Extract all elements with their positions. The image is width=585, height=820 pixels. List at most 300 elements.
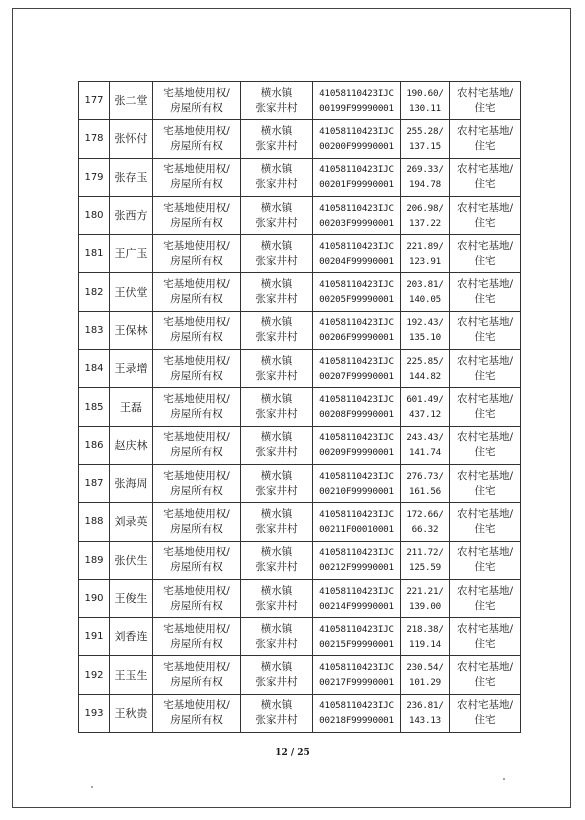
parcel-code-cell-line: 41058110423IJC	[319, 240, 394, 252]
right-type-cell	[153, 579, 241, 617]
parcel-code-cell-line: 00218F99990001	[319, 715, 394, 727]
area-cell-line: 230.54/	[406, 662, 444, 674]
area-cell	[401, 158, 450, 196]
location-cell	[241, 120, 313, 158]
area-cell	[401, 464, 450, 502]
location-cell	[241, 618, 313, 656]
parcel-code-cell	[313, 311, 401, 349]
right-type-cell-line: 房屋所有权	[170, 216, 223, 229]
scan-speck	[91, 786, 93, 788]
right-type-cell	[153, 273, 241, 311]
parcel-code-cell-line: 41058110423IJC	[319, 662, 394, 674]
location-cell	[241, 464, 313, 502]
land-use-cell	[450, 82, 521, 120]
land-use-cell	[450, 388, 521, 426]
row-number-cell: 188	[79, 503, 110, 541]
owner-name-cell: 王俊生	[110, 579, 153, 617]
right-type-cell-line: 宅基地使用权/	[163, 469, 230, 482]
land-use-cell-line: 农村宅基地/	[456, 469, 514, 482]
parcel-code-cell-line: 41058110423IJC	[319, 623, 394, 635]
right-type-cell-line: 宅基地使用权/	[163, 278, 230, 291]
owner-name-cell: 张怀付	[110, 120, 153, 158]
row-number-cell: 187	[79, 464, 110, 502]
location-cell-line: 张家井村	[255, 637, 298, 650]
right-type-cell	[153, 541, 241, 579]
right-type-cell	[153, 350, 241, 388]
area-cell-line: 269.33/	[406, 164, 444, 176]
parcel-code-cell	[313, 388, 401, 426]
area-cell-line: 601.49/	[406, 394, 444, 406]
area-cell-line: 119.14	[409, 638, 441, 650]
area-cell	[401, 235, 450, 273]
land-use-cell-line: 住宅	[474, 293, 496, 306]
location-cell-line: 张家井村	[255, 293, 298, 306]
location-cell	[241, 656, 313, 694]
area-cell-line: 192.43/	[406, 317, 444, 329]
area-cell-line: 211.72/	[406, 547, 444, 559]
location-cell-line: 张家井村	[255, 446, 298, 459]
location-cell-line: 横水镇	[260, 507, 293, 520]
table-row	[79, 196, 521, 234]
owner-name-cell: 王秋贵	[110, 694, 153, 732]
owner-name-cell: 赵庆林	[110, 426, 153, 464]
location-cell-line: 张家井村	[255, 522, 298, 535]
area-cell	[401, 120, 450, 158]
area-cell	[401, 503, 450, 541]
owner-name-cell: 王录增	[110, 350, 153, 388]
parcel-code-cell-line: 00203F99990001	[319, 217, 394, 229]
land-use-cell-line: 农村宅基地/	[456, 86, 514, 99]
table-row	[79, 464, 521, 502]
table-row	[79, 541, 521, 579]
parcel-code-cell-line: 00200F99990001	[319, 140, 394, 152]
location-cell-line: 横水镇	[260, 699, 293, 712]
land-use-cell-line: 农村宅基地/	[456, 699, 514, 712]
location-cell-line: 横水镇	[260, 354, 293, 367]
location-cell-line: 张家井村	[255, 178, 298, 191]
location-cell-line: 横水镇	[260, 239, 293, 252]
parcel-code-cell-line: 41058110423IJC	[319, 317, 394, 329]
land-use-cell-line: 住宅	[474, 178, 496, 191]
land-use-cell-line: 住宅	[474, 714, 496, 727]
right-type-cell-line: 房屋所有权	[170, 101, 223, 114]
location-cell-line: 张家井村	[255, 216, 298, 229]
right-type-cell-line: 宅基地使用权/	[163, 354, 230, 367]
right-type-cell	[153, 426, 241, 464]
land-use-cell	[450, 350, 521, 388]
land-use-cell-line: 农村宅基地/	[456, 201, 514, 214]
land-use-cell	[450, 503, 521, 541]
land-use-cell-line: 农村宅基地/	[456, 239, 514, 252]
location-cell-line: 张家井村	[255, 599, 298, 612]
right-type-cell	[153, 618, 241, 656]
parcel-code-cell-line: 00206F99990001	[319, 332, 394, 344]
land-use-cell-line: 农村宅基地/	[456, 546, 514, 559]
right-type-cell-line: 宅基地使用权/	[163, 86, 230, 99]
table-row	[79, 618, 521, 656]
parcel-code-cell-line: 00208F99990001	[319, 409, 394, 421]
parcel-code-cell-line: 41058110423IJC	[319, 508, 394, 520]
land-use-cell	[450, 235, 521, 273]
location-cell	[241, 579, 313, 617]
location-cell-line: 横水镇	[260, 661, 293, 674]
location-cell-line: 横水镇	[260, 278, 293, 291]
owner-name-cell: 张存玉	[110, 158, 153, 196]
right-type-cell-line: 房屋所有权	[170, 331, 223, 344]
area-cell-line: 137.15	[409, 140, 441, 152]
land-use-cell-line: 住宅	[474, 254, 496, 267]
area-cell-line: 255.28/	[406, 125, 444, 137]
location-cell	[241, 82, 313, 120]
land-use-cell-line: 农村宅基地/	[456, 163, 514, 176]
land-use-cell-line: 住宅	[474, 331, 496, 344]
table-row	[79, 158, 521, 196]
table-row	[79, 656, 521, 694]
location-cell-line: 张家井村	[255, 331, 298, 344]
right-type-cell	[153, 196, 241, 234]
land-use-cell	[450, 464, 521, 502]
table-row	[79, 426, 521, 464]
location-cell-line: 张家井村	[255, 254, 298, 267]
table-row	[79, 273, 521, 311]
right-type-cell-line: 房屋所有权	[170, 369, 223, 382]
row-number-cell: 189	[79, 541, 110, 579]
parcel-code-cell	[313, 120, 401, 158]
location-cell-line: 张家井村	[255, 484, 298, 497]
row-number-cell: 183	[79, 311, 110, 349]
land-use-cell-line: 农村宅基地/	[456, 316, 514, 329]
parcel-code-cell	[313, 503, 401, 541]
table-row	[79, 388, 521, 426]
parcel-code-cell	[313, 541, 401, 579]
area-cell-line: 206.98/	[406, 202, 444, 214]
parcel-code-cell-line: 00211F00010001	[319, 523, 394, 535]
right-type-cell-line: 房屋所有权	[170, 139, 223, 152]
location-cell	[241, 235, 313, 273]
location-cell-line: 横水镇	[260, 316, 293, 329]
land-use-cell-line: 住宅	[474, 446, 496, 459]
parcel-code-cell-line: 41058110423IJC	[319, 470, 394, 482]
area-cell	[401, 579, 450, 617]
area-cell-line: 276.73/	[406, 470, 444, 482]
area-cell-line: 203.81/	[406, 279, 444, 291]
land-use-cell	[450, 656, 521, 694]
area-cell-line: 236.81/	[406, 700, 444, 712]
row-number-cell: 186	[79, 426, 110, 464]
location-cell	[241, 503, 313, 541]
location-cell-line: 横水镇	[260, 622, 293, 635]
location-cell-line: 张家井村	[255, 139, 298, 152]
right-type-cell-line: 宅基地使用权/	[163, 584, 230, 597]
land-use-cell	[450, 579, 521, 617]
location-cell	[241, 350, 313, 388]
table-row	[79, 120, 521, 158]
area-cell	[401, 694, 450, 732]
area-cell-line: 123.91	[409, 255, 441, 267]
land-use-cell	[450, 694, 521, 732]
area-cell-line: 437.12	[409, 409, 441, 421]
land-use-cell-line: 住宅	[474, 139, 496, 152]
area-cell-line: 140.05	[409, 294, 441, 306]
land-use-cell-line: 农村宅基地/	[456, 661, 514, 674]
right-type-cell-line: 宅基地使用权/	[163, 201, 230, 214]
right-type-cell-line: 房屋所有权	[170, 408, 223, 421]
owner-name-cell: 王广玉	[110, 235, 153, 273]
area-cell-line: 243.43/	[406, 432, 444, 444]
location-cell	[241, 541, 313, 579]
area-cell	[401, 541, 450, 579]
land-use-cell-line: 住宅	[474, 216, 496, 229]
right-type-cell-line: 宅基地使用权/	[163, 622, 230, 635]
area-cell-line: 221.21/	[406, 585, 444, 597]
location-cell-line: 横水镇	[260, 124, 293, 137]
owner-name-cell: 王保林	[110, 311, 153, 349]
land-use-cell-line: 农村宅基地/	[456, 431, 514, 444]
location-cell-line: 张家井村	[255, 101, 298, 114]
right-type-cell	[153, 694, 241, 732]
right-type-cell-line: 宅基地使用权/	[163, 661, 230, 674]
right-type-cell	[153, 82, 241, 120]
location-cell-line: 张家井村	[255, 369, 298, 382]
location-cell-line: 张家井村	[255, 676, 298, 689]
land-use-cell-line: 住宅	[474, 637, 496, 650]
area-cell-line: 130.11	[409, 102, 441, 114]
right-type-cell-line: 宅基地使用权/	[163, 124, 230, 137]
scan-speck	[503, 778, 505, 780]
land-use-cell	[450, 541, 521, 579]
right-type-cell-line: 宅基地使用权/	[163, 546, 230, 559]
table-row	[79, 82, 521, 120]
location-cell	[241, 694, 313, 732]
parcel-code-cell	[313, 235, 401, 273]
parcel-code-cell-line: 41058110423IJC	[319, 279, 394, 291]
right-type-cell-line: 宅基地使用权/	[163, 393, 230, 406]
right-type-cell-line: 房屋所有权	[170, 714, 223, 727]
land-use-cell-line: 农村宅基地/	[456, 584, 514, 597]
right-type-cell	[153, 656, 241, 694]
area-cell-line: 141.74	[409, 447, 441, 459]
row-number-cell: 181	[79, 235, 110, 273]
land-use-cell-line: 住宅	[474, 599, 496, 612]
land-use-cell-line: 农村宅基地/	[456, 393, 514, 406]
parcel-code-cell	[313, 158, 401, 196]
area-cell-line: 139.00	[409, 600, 441, 612]
right-type-cell	[153, 311, 241, 349]
row-number-cell: 192	[79, 656, 110, 694]
area-cell	[401, 196, 450, 234]
location-cell-line: 张家井村	[255, 561, 298, 574]
row-number-cell: 184	[79, 350, 110, 388]
table-row	[79, 503, 521, 541]
parcel-code-cell-line: 00201F99990001	[319, 179, 394, 191]
area-cell-line: 194.78	[409, 179, 441, 191]
location-cell	[241, 196, 313, 234]
area-cell	[401, 388, 450, 426]
right-type-cell-line: 房屋所有权	[170, 178, 223, 191]
right-type-cell	[153, 235, 241, 273]
table-row	[79, 235, 521, 273]
area-cell-line: 143.13	[409, 715, 441, 727]
row-number-cell: 178	[79, 120, 110, 158]
location-cell-line: 横水镇	[260, 86, 293, 99]
land-use-cell	[450, 158, 521, 196]
area-cell-line: 221.89/	[406, 240, 444, 252]
land-use-cell-line: 住宅	[474, 522, 496, 535]
parcel-code-cell	[313, 273, 401, 311]
area-cell-line: 190.60/	[406, 87, 444, 99]
page-number: 12 / 25	[275, 748, 310, 758]
right-type-cell-line: 宅基地使用权/	[163, 431, 230, 444]
location-cell-line: 横水镇	[260, 163, 293, 176]
land-use-cell-line: 农村宅基地/	[456, 354, 514, 367]
parcel-code-cell-line: 00205F99990001	[319, 294, 394, 306]
parcel-code-cell-line: 00199F99990001	[319, 102, 394, 114]
land-use-cell	[450, 618, 521, 656]
land-use-cell-line: 住宅	[474, 408, 496, 421]
land-use-cell-line: 农村宅基地/	[456, 622, 514, 635]
land-use-cell-line: 住宅	[474, 484, 496, 497]
parcel-code-cell-line: 41058110423IJC	[319, 432, 394, 444]
area-cell	[401, 350, 450, 388]
parcel-code-cell	[313, 82, 401, 120]
parcel-code-cell-line: 00207F99990001	[319, 370, 394, 382]
location-cell	[241, 311, 313, 349]
land-use-cell	[450, 196, 521, 234]
right-type-cell-line: 房屋所有权	[170, 484, 223, 497]
parcel-code-cell	[313, 350, 401, 388]
parcel-code-cell-line: 41058110423IJC	[319, 547, 394, 559]
right-type-cell	[153, 158, 241, 196]
owner-name-cell: 王玉生	[110, 656, 153, 694]
area-cell-line: 172.66/	[406, 508, 444, 520]
owner-name-cell: 张二堂	[110, 82, 153, 120]
area-cell-line: 161.56	[409, 485, 441, 497]
area-cell-line: 137.22	[409, 217, 441, 229]
area-cell-line: 135.10	[409, 332, 441, 344]
parcel-code-cell-line: 00204F99990001	[319, 255, 394, 267]
land-use-cell-line: 农村宅基地/	[456, 124, 514, 137]
land-use-cell-line: 住宅	[474, 676, 496, 689]
parcel-code-cell-line: 41058110423IJC	[319, 87, 394, 99]
parcel-code-cell-line: 41058110423IJC	[319, 394, 394, 406]
parcel-code-cell	[313, 618, 401, 656]
right-type-cell-line: 房屋所有权	[170, 637, 223, 650]
area-cell-line: 125.59	[409, 562, 441, 574]
parcel-code-cell-line: 00214F99990001	[319, 600, 394, 612]
row-number-cell: 193	[79, 694, 110, 732]
right-type-cell-line: 宅基地使用权/	[163, 507, 230, 520]
parcel-code-cell-line: 00210F99990001	[319, 485, 394, 497]
parcel-code-cell	[313, 426, 401, 464]
right-type-cell-line: 宅基地使用权/	[163, 239, 230, 252]
location-cell-line: 横水镇	[260, 201, 293, 214]
land-use-cell-line: 农村宅基地/	[456, 278, 514, 291]
location-cell	[241, 388, 313, 426]
row-number-cell: 177	[79, 82, 110, 120]
land-use-cell-line: 住宅	[474, 101, 496, 114]
location-cell-line: 张家井村	[255, 408, 298, 421]
parcel-code-cell	[313, 196, 401, 234]
land-use-cell-line: 住宅	[474, 561, 496, 574]
right-type-cell-line: 房屋所有权	[170, 561, 223, 574]
parcel-code-cell-line: 00217F99990001	[319, 677, 394, 689]
right-type-cell-line: 宅基地使用权/	[163, 163, 230, 176]
owner-name-cell: 张海周	[110, 464, 153, 502]
right-type-cell	[153, 503, 241, 541]
parcel-code-cell-line: 00215F99990001	[319, 638, 394, 650]
land-use-cell	[450, 426, 521, 464]
location-cell	[241, 426, 313, 464]
right-type-cell-line: 房屋所有权	[170, 446, 223, 459]
owner-name-cell: 刘录英	[110, 503, 153, 541]
location-cell	[241, 273, 313, 311]
area-cell	[401, 311, 450, 349]
right-type-cell-line: 房屋所有权	[170, 676, 223, 689]
land-use-cell	[450, 311, 521, 349]
location-cell-line: 横水镇	[260, 584, 293, 597]
land-use-cell	[450, 120, 521, 158]
land-use-cell-line: 住宅	[474, 369, 496, 382]
row-number-cell: 182	[79, 273, 110, 311]
area-cell-line: 66.32	[411, 523, 439, 535]
row-number-cell: 185	[79, 388, 110, 426]
right-type-cell-line: 房屋所有权	[170, 599, 223, 612]
row-number-cell: 190	[79, 579, 110, 617]
right-type-cell	[153, 120, 241, 158]
owner-name-cell: 刘香连	[110, 618, 153, 656]
right-type-cell-line: 房屋所有权	[170, 293, 223, 306]
parcel-code-cell-line: 41058110423IJC	[319, 585, 394, 597]
area-cell-line: 225.85/	[406, 355, 444, 367]
location-cell-line: 横水镇	[260, 431, 293, 444]
parcel-code-cell-line: 41058110423IJC	[319, 125, 394, 137]
table-row	[79, 579, 521, 617]
parcel-code-cell-line: 41058110423IJC	[319, 355, 394, 367]
parcel-code-cell-line: 41058110423IJC	[319, 700, 394, 712]
table-row	[79, 694, 521, 732]
right-type-cell-line: 宅基地使用权/	[163, 699, 230, 712]
area-cell	[401, 273, 450, 311]
location-cell	[241, 158, 313, 196]
right-type-cell-line: 宅基地使用权/	[163, 316, 230, 329]
area-cell-line: 101.29	[409, 677, 441, 689]
row-number-cell: 179	[79, 158, 110, 196]
parcel-code-cell-line: 41058110423IJC	[319, 164, 394, 176]
area-cell-line: 144.82	[409, 370, 441, 382]
right-type-cell	[153, 388, 241, 426]
records-body	[79, 82, 521, 733]
location-cell-line: 横水镇	[260, 546, 293, 559]
location-cell-line: 横水镇	[260, 393, 293, 406]
area-cell	[401, 426, 450, 464]
parcel-code-cell	[313, 579, 401, 617]
area-cell-line: 218.38/	[406, 623, 444, 635]
owner-name-cell: 张西方	[110, 196, 153, 234]
right-type-cell-line: 房屋所有权	[170, 254, 223, 267]
area-cell	[401, 656, 450, 694]
table-row	[79, 311, 521, 349]
parcel-code-cell	[313, 464, 401, 502]
land-use-cell	[450, 273, 521, 311]
parcel-code-cell-line: 00212F99990001	[319, 562, 394, 574]
records-table	[78, 81, 521, 733]
parcel-code-cell-line: 41058110423IJC	[319, 202, 394, 214]
area-cell	[401, 82, 450, 120]
owner-name-cell: 王伏堂	[110, 273, 153, 311]
owner-name-cell: 张伏生	[110, 541, 153, 579]
right-type-cell	[153, 464, 241, 502]
parcel-code-cell-line: 00209F99990001	[319, 447, 394, 459]
